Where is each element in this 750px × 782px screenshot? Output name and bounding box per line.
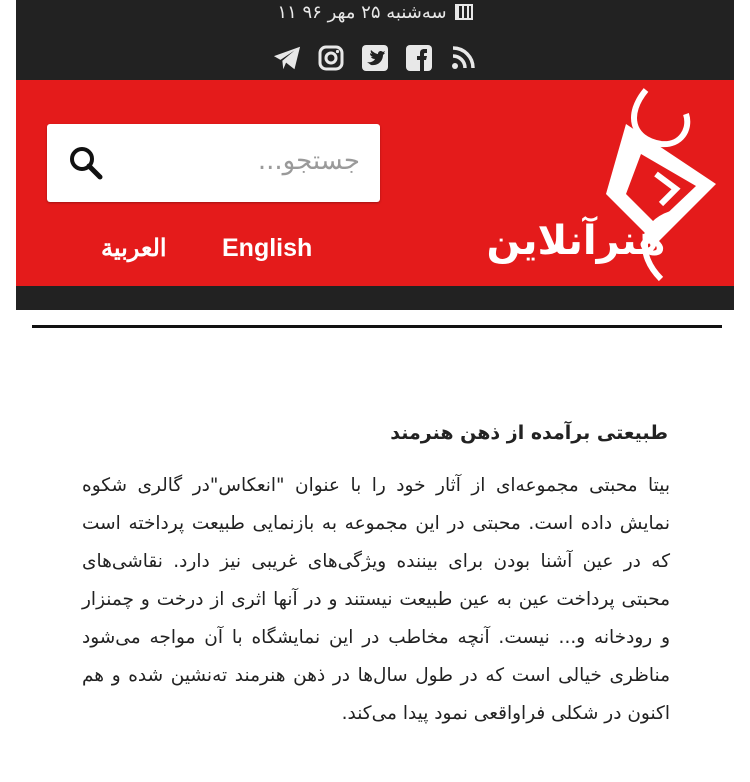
calendar-icon xyxy=(455,4,473,20)
english-link[interactable]: English xyxy=(222,234,313,262)
logo-text: هنرآنلاین xyxy=(486,218,666,264)
arabic-link[interactable]: العربية xyxy=(101,235,167,262)
article-title: طبیعتی برآمده از ذهن هنرمند xyxy=(390,422,668,444)
site-header xyxy=(16,80,734,286)
date-row xyxy=(16,2,734,24)
divider xyxy=(32,325,722,328)
nav-strip xyxy=(16,286,734,310)
top-bar xyxy=(16,0,734,80)
rss-icon[interactable] xyxy=(449,44,477,72)
search-input[interactable]: جستجو... xyxy=(257,146,360,176)
facebook-icon[interactable] xyxy=(405,44,433,72)
instagram-icon[interactable] xyxy=(317,44,345,72)
telegram-icon[interactable] xyxy=(273,44,301,72)
social-links xyxy=(16,44,734,72)
search-icon[interactable] xyxy=(69,146,103,184)
search-box[interactable] xyxy=(47,124,380,202)
article-body: بیتا محبتی مجموعه‌ای از آثار خود را با عنوان "انعکاس"در گالری شکوه نمایش داده است. محبتی در این مجموعه به بازنمایی طبیعت پرداخته است که در عین آشنا بودن برای بیننده ویژگی‌های غریبی نیز دارد. نقاشی‌های محبتی پرداخت عین به عین طبیعت نیستند و در آنها اثری از درخت و چمنزار و رودخانه و... نیست. آنچه مخاطب در این نمایشگاه با آن مواجه می‌شود مناظری خیالی است که در طول سال‌ها در ذهن هنرمند ته‌نشین شده و هم اکنون در شکلی فراواقعی نمود پیدا می‌کند. xyxy=(82,475,670,724)
site-logo[interactable] xyxy=(456,84,728,282)
date-text: سه‌شنبه ۲۵ مهر ۹۶ ۱۱ xyxy=(277,2,447,23)
twitter-icon[interactable] xyxy=(361,44,389,72)
